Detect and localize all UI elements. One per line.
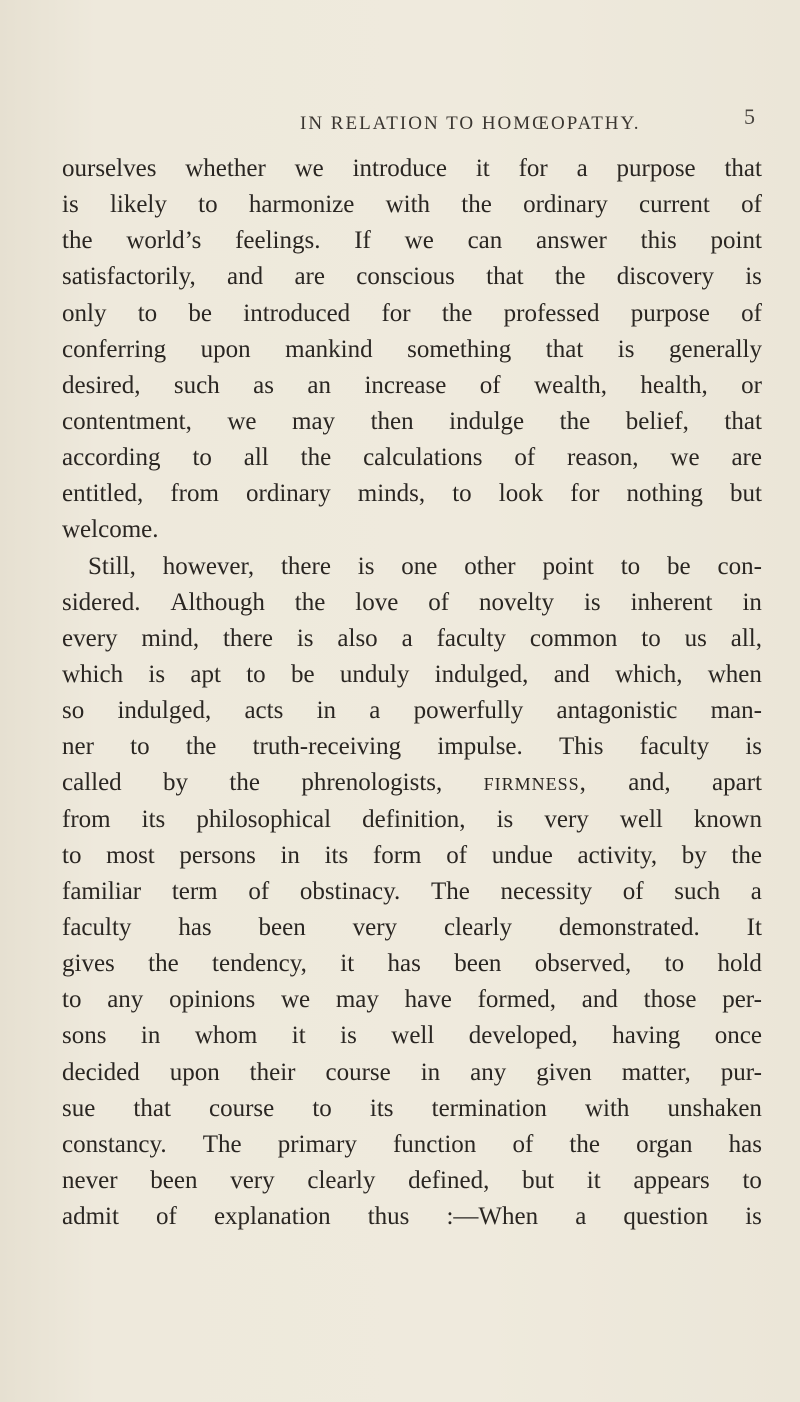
word: has [728, 1130, 762, 1158]
word: to [198, 191, 218, 219]
word: but [730, 480, 762, 508]
word: by [681, 841, 707, 869]
word: discovery [616, 263, 714, 291]
word: very [544, 805, 589, 833]
word: when [707, 660, 762, 688]
word: with [584, 1094, 630, 1122]
text-line [62, 368, 762, 404]
word: in [420, 1058, 441, 1086]
word: of [512, 1130, 534, 1158]
word: and [581, 986, 618, 1014]
word: admit [62, 1203, 119, 1231]
word: antagonistic [556, 697, 678, 725]
word: also [337, 624, 378, 652]
word: as [253, 371, 274, 399]
text-line [62, 296, 762, 332]
text-line [62, 1055, 762, 1091]
word: observed, [534, 950, 632, 978]
word: upon [200, 335, 251, 363]
word: been [454, 950, 502, 978]
word: are [294, 263, 325, 291]
text-line [62, 476, 762, 512]
word: can [467, 227, 503, 255]
word: answer [536, 227, 607, 255]
word: per- [722, 986, 762, 1014]
word: sons [62, 1022, 107, 1050]
word: any [107, 986, 144, 1014]
text-line [62, 151, 762, 187]
text-line [62, 585, 762, 621]
word: constancy. [62, 1130, 167, 1158]
word: reason, [567, 444, 639, 472]
text-line [62, 838, 762, 874]
word: which [62, 660, 124, 688]
text-line [62, 802, 762, 838]
word: clearly [307, 1166, 376, 1194]
word: whom [194, 1022, 258, 1050]
word: to [246, 660, 266, 688]
word: calculations [363, 444, 483, 472]
word: is [617, 335, 635, 363]
word: nothing [626, 480, 703, 508]
word: upon [169, 1058, 220, 1086]
word: there [222, 624, 273, 652]
word: of [741, 299, 762, 327]
word: satisfactorily, [62, 263, 196, 291]
word: given [536, 1058, 592, 1086]
word: persons [179, 841, 256, 869]
word: has [387, 950, 421, 978]
word: of [514, 444, 536, 472]
word: course [209, 1094, 275, 1122]
word: tendency, [212, 950, 307, 978]
word: clearly [443, 913, 512, 941]
word: every [62, 624, 118, 652]
word: is [583, 588, 601, 616]
word: Still, [88, 552, 136, 580]
word: well [619, 805, 663, 833]
word: is [357, 552, 375, 580]
word: but [522, 1166, 555, 1194]
word: the [731, 841, 762, 869]
word: the [294, 588, 326, 616]
word: it [340, 950, 355, 978]
word: Although [170, 588, 265, 616]
word: only [62, 299, 107, 327]
word: demonstrated. [558, 913, 700, 941]
word: man- [710, 697, 762, 725]
word: This [559, 733, 604, 761]
word: is [496, 805, 514, 833]
word: faculty [62, 913, 132, 941]
text-line [62, 765, 762, 801]
word: of [446, 841, 468, 869]
word: may [292, 407, 336, 435]
word: belief, [625, 407, 689, 435]
word: desired, [62, 371, 141, 399]
word: the [300, 444, 332, 472]
word: such [173, 371, 220, 399]
word: so [62, 697, 85, 725]
word: the [441, 299, 473, 327]
word: for [381, 299, 411, 327]
word: to [192, 444, 212, 472]
word: such [674, 877, 721, 905]
word: us [684, 624, 707, 652]
word: in [140, 1022, 161, 1050]
word: to [312, 1094, 332, 1122]
word: is [745, 263, 762, 291]
text-line [62, 874, 762, 910]
word: explanation [213, 1203, 331, 1231]
word: its [369, 1094, 394, 1122]
word: look [498, 480, 544, 508]
word: the [569, 1130, 600, 1158]
word: be [188, 299, 213, 327]
word: we [280, 986, 311, 1014]
word: according [62, 444, 161, 472]
word: sue [62, 1094, 96, 1122]
word: gives [62, 950, 115, 978]
word: to [620, 552, 641, 580]
word: a [369, 697, 381, 725]
word: to [641, 624, 661, 652]
word: ordinary [523, 191, 608, 219]
word: is [340, 1022, 357, 1050]
word: been [258, 913, 306, 941]
word: to [452, 480, 472, 508]
word: never [62, 1166, 118, 1194]
word: apt [190, 660, 221, 688]
text-line [62, 1163, 762, 1199]
word: indulged, [117, 697, 212, 725]
paragraph [62, 151, 762, 549]
word: very [352, 913, 398, 941]
word: mind, [141, 624, 200, 652]
word: professed [503, 299, 600, 327]
word: then [370, 407, 414, 435]
word: it [475, 155, 490, 182]
word: for [570, 480, 600, 508]
word: and, [628, 769, 671, 797]
word: world’s [126, 227, 202, 255]
text-line [62, 404, 762, 440]
word: in [316, 697, 337, 725]
word: necessity [500, 877, 593, 905]
word: The [202, 1130, 242, 1158]
word: undue [491, 841, 553, 869]
word: well [391, 1022, 435, 1050]
word: form [372, 841, 422, 869]
word: phrenologists, [301, 769, 443, 797]
word: its [324, 841, 349, 869]
word: unduly [339, 660, 410, 688]
word: decided [62, 1058, 140, 1086]
word: we [670, 444, 700, 472]
word: indulge [449, 407, 525, 435]
text-line [62, 1199, 762, 1235]
word: is [745, 733, 762, 761]
word: is [745, 1203, 762, 1231]
word: to [664, 950, 685, 978]
text-line [62, 657, 762, 693]
word: known [693, 805, 762, 833]
word: the [62, 227, 93, 255]
text-line [62, 512, 762, 548]
word: impulse. [437, 733, 523, 761]
word: to [137, 299, 158, 327]
word: question [623, 1203, 709, 1231]
word: been [150, 1166, 198, 1194]
word: activity, [577, 841, 658, 869]
word: we [227, 407, 257, 435]
word: of [622, 877, 644, 905]
word: organ [636, 1130, 693, 1158]
word: minds, [357, 480, 426, 508]
word: :—When [446, 1203, 539, 1231]
word: feelings. [235, 227, 321, 255]
word: a [750, 877, 762, 905]
word: ner [62, 733, 94, 761]
page-number: 5 [744, 104, 755, 129]
word: an [307, 371, 332, 399]
running-head: IN RELATION TO HOMŒOPATHY. [300, 113, 641, 134]
word: formed, [477, 986, 557, 1014]
word: and [227, 263, 264, 291]
word: indulged, [434, 660, 529, 688]
word: of [428, 588, 450, 616]
word: there [280, 552, 331, 580]
word: be [290, 660, 315, 688]
word: for [518, 155, 548, 182]
text-line [62, 440, 762, 476]
word: to [62, 986, 82, 1014]
word: pur- [720, 1058, 762, 1086]
word: purpose [616, 155, 696, 182]
word: introduce [352, 155, 448, 182]
word: function [392, 1130, 477, 1158]
word: a [576, 155, 588, 182]
word: powerfully [413, 697, 524, 725]
word: If [354, 227, 371, 255]
word: we [294, 155, 324, 182]
word: we [404, 227, 434, 255]
word: novelty [479, 588, 555, 616]
text-line [62, 223, 762, 259]
text-line [62, 910, 762, 946]
word: conscious [356, 263, 455, 291]
text-line [62, 1091, 762, 1127]
word: appears [633, 1166, 710, 1194]
word: health, [640, 371, 708, 399]
word: ourselves [62, 155, 157, 182]
word: all, [730, 624, 762, 652]
word: the [148, 950, 179, 978]
word: that [486, 263, 524, 291]
text-line [62, 549, 762, 585]
word: to [62, 841, 82, 869]
word: firmness, [483, 769, 587, 797]
word: those [643, 986, 697, 1014]
word: once [714, 1022, 762, 1050]
word: that [724, 155, 762, 182]
word: point [542, 552, 594, 580]
word: truth-receiving [252, 733, 402, 761]
word: the [229, 769, 260, 797]
word: that [545, 335, 584, 363]
word: acts [244, 697, 284, 725]
word: is [296, 624, 314, 652]
word: mankind [285, 335, 373, 363]
word: harmonize [248, 191, 355, 219]
text-line [62, 332, 762, 368]
word: term [171, 877, 218, 905]
word: other [464, 552, 516, 580]
word: a [575, 1203, 587, 1231]
word: course [325, 1058, 391, 1086]
word: whether [185, 155, 266, 182]
word: love [355, 588, 399, 616]
text-line [62, 693, 762, 729]
word: however, [162, 552, 255, 580]
word: matter, [621, 1058, 691, 1086]
text-line [62, 1127, 762, 1163]
word: definition, [362, 805, 466, 833]
word: developed, [468, 1022, 578, 1050]
word: The [430, 877, 470, 905]
word: of [741, 191, 762, 219]
word: hold [717, 950, 762, 978]
word: it [586, 1166, 601, 1194]
word: introduced [243, 299, 351, 327]
word: most [106, 841, 155, 869]
word: thus [367, 1203, 410, 1231]
word: or [741, 371, 762, 399]
word: in [280, 841, 300, 869]
word: one [401, 552, 438, 580]
word: the [554, 263, 586, 291]
word: welcome. [62, 516, 159, 544]
word: point [710, 227, 762, 255]
word: its [141, 805, 166, 833]
word: primary [277, 1130, 357, 1158]
word: faculty [639, 733, 710, 761]
word: inherent [630, 588, 713, 616]
word: contentment, [62, 407, 192, 435]
word: that [133, 1094, 171, 1122]
body-text [62, 151, 762, 1235]
word: it [291, 1022, 306, 1050]
word: from [170, 480, 219, 508]
word: in [742, 588, 762, 616]
text-line [62, 187, 762, 223]
word: ordinary [246, 480, 331, 508]
text-line [62, 1018, 762, 1054]
word: that [724, 407, 762, 435]
word: very [230, 1166, 275, 1194]
word: of [156, 1203, 177, 1231]
word: apart [712, 769, 762, 797]
word: current [639, 191, 710, 219]
word: generally [668, 335, 762, 363]
word: called [62, 769, 122, 797]
word: philosophical [196, 805, 332, 833]
word: opinions [169, 986, 256, 1014]
word: unshaken [667, 1094, 762, 1122]
word: by [163, 769, 189, 797]
word: wealth, [534, 371, 607, 399]
word: the [461, 191, 492, 219]
word: are [731, 444, 762, 472]
word: their [249, 1058, 296, 1086]
word: having [612, 1022, 681, 1050]
word: may [335, 986, 379, 1014]
text-line [62, 259, 762, 295]
word: a [401, 624, 413, 652]
word: from [62, 805, 111, 833]
word: familiar [62, 877, 142, 905]
word: all [243, 444, 269, 472]
word: any [470, 1058, 507, 1086]
text-line [62, 621, 762, 657]
word: conferring [62, 335, 167, 363]
word: something [407, 335, 512, 363]
text-line [62, 729, 762, 765]
word: of [479, 371, 501, 399]
text-line [62, 982, 762, 1018]
word: faculty [436, 624, 506, 652]
word: be [667, 552, 691, 580]
word: obstinacy. [299, 877, 401, 905]
word: of [248, 877, 270, 905]
word: the [559, 407, 591, 435]
word: has [178, 913, 212, 941]
word: likely [109, 191, 167, 219]
word: entitled, [62, 480, 144, 508]
word: increase [364, 371, 447, 399]
word: purpose [630, 299, 710, 327]
word: defined, [408, 1166, 490, 1194]
word: termination [431, 1094, 547, 1122]
word: and [553, 660, 590, 688]
word: It [746, 913, 762, 941]
word: sidered. [62, 588, 141, 616]
word: is [148, 660, 166, 688]
word: is [62, 191, 79, 219]
word: con- [717, 552, 762, 580]
paragraph [62, 549, 762, 1236]
word: this [640, 227, 677, 255]
word: to [130, 733, 150, 761]
word: the [185, 733, 217, 761]
word: to [742, 1166, 762, 1194]
word: common [529, 624, 618, 652]
word: which, [615, 660, 683, 688]
word: with [385, 191, 431, 219]
word: have [404, 986, 452, 1014]
text-line [62, 946, 762, 982]
